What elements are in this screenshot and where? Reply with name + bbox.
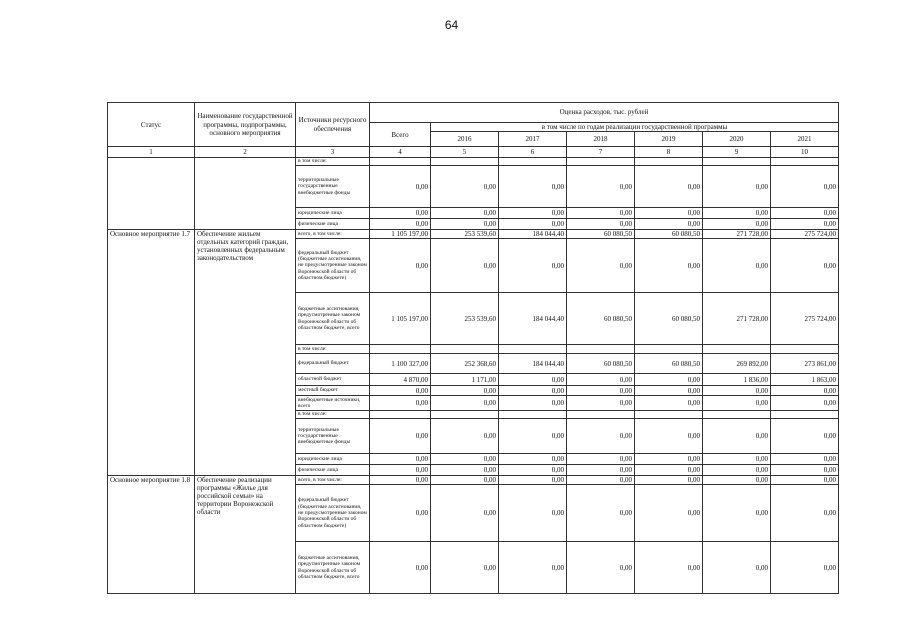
year-value: 0,00 xyxy=(703,476,771,485)
year-value: 275 724,00 xyxy=(771,293,839,345)
year-value: 0,00 xyxy=(431,166,499,208)
year-value xyxy=(567,345,635,354)
year-value: 0,00 xyxy=(431,396,499,411)
expenditure-table xyxy=(107,102,839,594)
year-value: 0,00 xyxy=(703,396,771,411)
year-value: 0,00 xyxy=(771,542,839,594)
year-value: 253 539,60 xyxy=(431,293,499,345)
year-value: 275 724,00 xyxy=(771,230,839,239)
header-year: 2016 xyxy=(431,132,499,147)
header-sources: Источники ресурсного обеспечения xyxy=(296,103,370,147)
total-value: 0,00 xyxy=(370,396,431,411)
year-value: 0,00 xyxy=(635,208,703,219)
funding-source: бюджетные ассигнования, предусмотренные законом Воронежской области об областном бюджете, всего xyxy=(296,542,370,594)
year-value: 0,00 xyxy=(431,542,499,594)
year-value: 0,00 xyxy=(703,542,771,594)
year-value: 0,00 xyxy=(567,485,635,542)
funding-source: федеральный бюджет (бюджетные ассигнования, не предусмотренные законом Воронежской области об областном бюджете) xyxy=(296,239,370,293)
row-name: Обеспечение реализации программы «Жилье для российской семьи» на территории Воронежской области xyxy=(195,476,296,594)
year-value: 0,00 xyxy=(567,208,635,219)
year-value: 0,00 xyxy=(771,239,839,293)
column-number: 8 xyxy=(635,147,703,158)
header-year: 2017 xyxy=(499,132,567,147)
year-value: 0,00 xyxy=(567,374,635,386)
year-value: 0,00 xyxy=(771,386,839,396)
header-year: 2020 xyxy=(703,132,771,147)
year-value: 1 836,00 xyxy=(703,374,771,386)
column-number: 9 xyxy=(703,147,771,158)
year-value: 0,00 xyxy=(499,166,567,208)
row-status: Основное мероприятие 1.8 xyxy=(108,476,195,594)
year-value xyxy=(703,158,771,166)
year-value: 60 080,50 xyxy=(567,230,635,239)
year-value xyxy=(771,345,839,354)
year-value xyxy=(567,158,635,166)
funding-source: внебюджетные источники, всего xyxy=(296,396,370,411)
year-value: 0,00 xyxy=(499,476,567,485)
year-value: 0,00 xyxy=(499,386,567,396)
year-value xyxy=(771,411,839,419)
year-value: 0,00 xyxy=(635,542,703,594)
year-value: 0,00 xyxy=(771,465,839,476)
table-row xyxy=(108,158,839,166)
row-name xyxy=(195,158,296,230)
year-value: 0,00 xyxy=(771,396,839,411)
year-value: 0,00 xyxy=(635,239,703,293)
year-value xyxy=(431,411,499,419)
year-value: 0,00 xyxy=(771,166,839,208)
year-value: 0,00 xyxy=(567,454,635,465)
year-value: 253 539,60 xyxy=(431,230,499,239)
year-value: 0,00 xyxy=(567,166,635,208)
year-value xyxy=(431,345,499,354)
year-value: 184 044,40 xyxy=(499,230,567,239)
year-value: 0,00 xyxy=(771,208,839,219)
year-value: 0,00 xyxy=(635,476,703,485)
total-value: 0,00 xyxy=(370,208,431,219)
year-value: 60 080,50 xyxy=(567,293,635,345)
year-value xyxy=(567,411,635,419)
column-number: 10 xyxy=(771,147,839,158)
year-value: 0,00 xyxy=(431,386,499,396)
year-value: 0,00 xyxy=(431,485,499,542)
year-value: 60 080,50 xyxy=(567,354,635,374)
year-value xyxy=(635,158,703,166)
year-value: 0,00 xyxy=(635,419,703,454)
year-value: 0,00 xyxy=(499,239,567,293)
page-number: 64 xyxy=(444,18,459,32)
total-value: 1 105 197,00 xyxy=(370,293,431,345)
year-value xyxy=(635,411,703,419)
header-estimate: Оценка расходов, тыс. рублей xyxy=(370,103,839,123)
funding-source: в том числе: xyxy=(296,411,370,419)
column-number: 6 xyxy=(499,147,567,158)
year-value: 0,00 xyxy=(703,465,771,476)
year-value: 0,00 xyxy=(771,485,839,542)
year-value: 0,00 xyxy=(567,386,635,396)
year-value xyxy=(703,411,771,419)
funding-source: бюджетные ассигнования, предусмотренные законом Воронежской области об областном бюджете, всего xyxy=(296,293,370,345)
year-value: 0,00 xyxy=(499,219,567,230)
header-status: Статус xyxy=(108,103,195,147)
year-value: 0,00 xyxy=(431,465,499,476)
row-name: Обеспечение жильем отдельных категорий граждан, установленных федеральным законодательством xyxy=(195,230,296,476)
year-value: 60 080,50 xyxy=(635,293,703,345)
total-value: 4 870,00 xyxy=(370,374,431,386)
total-value: 0,00 xyxy=(370,239,431,293)
funding-source: областной бюджет xyxy=(296,374,370,386)
funding-source: физические лица xyxy=(296,465,370,476)
funding-source: всего, в том числе: xyxy=(296,476,370,485)
year-value: 0,00 xyxy=(567,476,635,485)
year-value: 0,00 xyxy=(635,219,703,230)
total-value: 0,00 xyxy=(370,485,431,542)
year-value: 0,00 xyxy=(431,419,499,454)
total-value: 0,00 xyxy=(370,542,431,594)
year-value: 0,00 xyxy=(567,219,635,230)
year-value: 0,00 xyxy=(567,419,635,454)
year-value: 0,00 xyxy=(703,239,771,293)
year-value: 0,00 xyxy=(567,239,635,293)
year-value: 60 080,50 xyxy=(635,230,703,239)
year-value: 0,00 xyxy=(567,396,635,411)
year-value: 0,00 xyxy=(703,485,771,542)
year-value: 271 728,00 xyxy=(703,293,771,345)
column-number: 5 xyxy=(431,147,499,158)
total-value: 0,00 xyxy=(370,166,431,208)
year-value: 0,00 xyxy=(703,419,771,454)
column-number: 1 xyxy=(108,147,195,158)
total-value: 1 105 197,00 xyxy=(370,230,431,239)
table-row xyxy=(108,230,839,239)
year-value: 0,00 xyxy=(499,208,567,219)
funding-source: в том числе: xyxy=(296,345,370,354)
year-value xyxy=(703,345,771,354)
year-value: 271 728,00 xyxy=(703,230,771,239)
year-value: 0,00 xyxy=(567,542,635,594)
header-total: Всего xyxy=(370,123,431,147)
table-row xyxy=(108,476,839,485)
year-value: 0,00 xyxy=(771,454,839,465)
funding-source: в том числе: xyxy=(296,158,370,166)
header-year: 2019 xyxy=(635,132,703,147)
year-value: 0,00 xyxy=(499,374,567,386)
year-value xyxy=(771,158,839,166)
year-value: 0,00 xyxy=(635,374,703,386)
year-value: 1 171,00 xyxy=(431,374,499,386)
header-year: 2021 xyxy=(771,132,839,147)
year-value: 0,00 xyxy=(635,166,703,208)
year-value: 0,00 xyxy=(431,208,499,219)
column-number: 2 xyxy=(195,147,296,158)
funding-source: физические лица xyxy=(296,219,370,230)
year-value: 184 044,40 xyxy=(499,354,567,374)
total-value: 1 100 327,00 xyxy=(370,354,431,374)
header-name: Наименование государственной программы, подпрограммы, основного мероприятия xyxy=(195,103,296,147)
year-value: 0,00 xyxy=(499,465,567,476)
total-value: 0,00 xyxy=(370,219,431,230)
total-value: 0,00 xyxy=(370,465,431,476)
funding-source: юридические лица xyxy=(296,208,370,219)
total-value: 0,00 xyxy=(370,419,431,454)
total-value xyxy=(370,158,431,166)
funding-source: федеральный бюджет xyxy=(296,354,370,374)
total-value: 0,00 xyxy=(370,386,431,396)
funding-source: территориальные государственные внебюджетные фонды xyxy=(296,419,370,454)
year-value: 0,00 xyxy=(771,219,839,230)
funding-source: местный бюджет xyxy=(296,386,370,396)
row-status: Основное мероприятие 1.7 xyxy=(108,230,195,476)
year-value: 0,00 xyxy=(635,454,703,465)
year-value: 0,00 xyxy=(567,465,635,476)
year-value: 0,00 xyxy=(703,166,771,208)
year-value: 0,00 xyxy=(499,542,567,594)
year-value: 0,00 xyxy=(499,396,567,411)
year-value: 60 080,50 xyxy=(635,354,703,374)
year-value: 0,00 xyxy=(703,208,771,219)
year-value: 0,00 xyxy=(499,485,567,542)
year-value: 0,00 xyxy=(431,219,499,230)
year-value: 0,00 xyxy=(703,454,771,465)
funding-source: юридические лица xyxy=(296,454,370,465)
year-value: 0,00 xyxy=(703,386,771,396)
row-status xyxy=(108,158,195,230)
year-value: 252 368,60 xyxy=(431,354,499,374)
table-body xyxy=(108,158,839,594)
column-number: 4 xyxy=(370,147,431,158)
total-value xyxy=(370,345,431,354)
year-value: 1 863,00 xyxy=(771,374,839,386)
year-value: 0,00 xyxy=(499,419,567,454)
header-by-years: в том числе по годам реализации государственной программы xyxy=(431,123,839,132)
year-value: 0,00 xyxy=(771,476,839,485)
year-value: 0,00 xyxy=(703,219,771,230)
year-value: 0,00 xyxy=(431,454,499,465)
year-value: 0,00 xyxy=(635,465,703,476)
year-value: 269 892,00 xyxy=(703,354,771,374)
header-year: 2018 xyxy=(567,132,635,147)
year-value xyxy=(635,345,703,354)
year-value: 0,00 xyxy=(635,485,703,542)
year-value: 0,00 xyxy=(431,239,499,293)
year-value: 0,00 xyxy=(635,386,703,396)
total-value: 0,00 xyxy=(370,454,431,465)
year-value: 0,00 xyxy=(771,419,839,454)
year-value: 0,00 xyxy=(635,396,703,411)
year-value: 184 044,40 xyxy=(499,293,567,345)
funding-source: федеральный бюджет (бюджетные ассигнования, не предусмотренные законом Воронежской области об областном бюджете) xyxy=(296,485,370,542)
column-number: 7 xyxy=(567,147,635,158)
funding-source: территориальные государственные внебюджетные фонды xyxy=(296,166,370,208)
year-value xyxy=(499,345,567,354)
year-value xyxy=(499,158,567,166)
year-value: 0,00 xyxy=(431,476,499,485)
year-value xyxy=(499,411,567,419)
total-value xyxy=(370,411,431,419)
year-value: 273 861,00 xyxy=(771,354,839,374)
funding-source: всего, в том числе: xyxy=(296,230,370,239)
year-value xyxy=(431,158,499,166)
column-number: 3 xyxy=(296,147,370,158)
total-value: 0,00 xyxy=(370,476,431,485)
year-value: 0,00 xyxy=(499,454,567,465)
